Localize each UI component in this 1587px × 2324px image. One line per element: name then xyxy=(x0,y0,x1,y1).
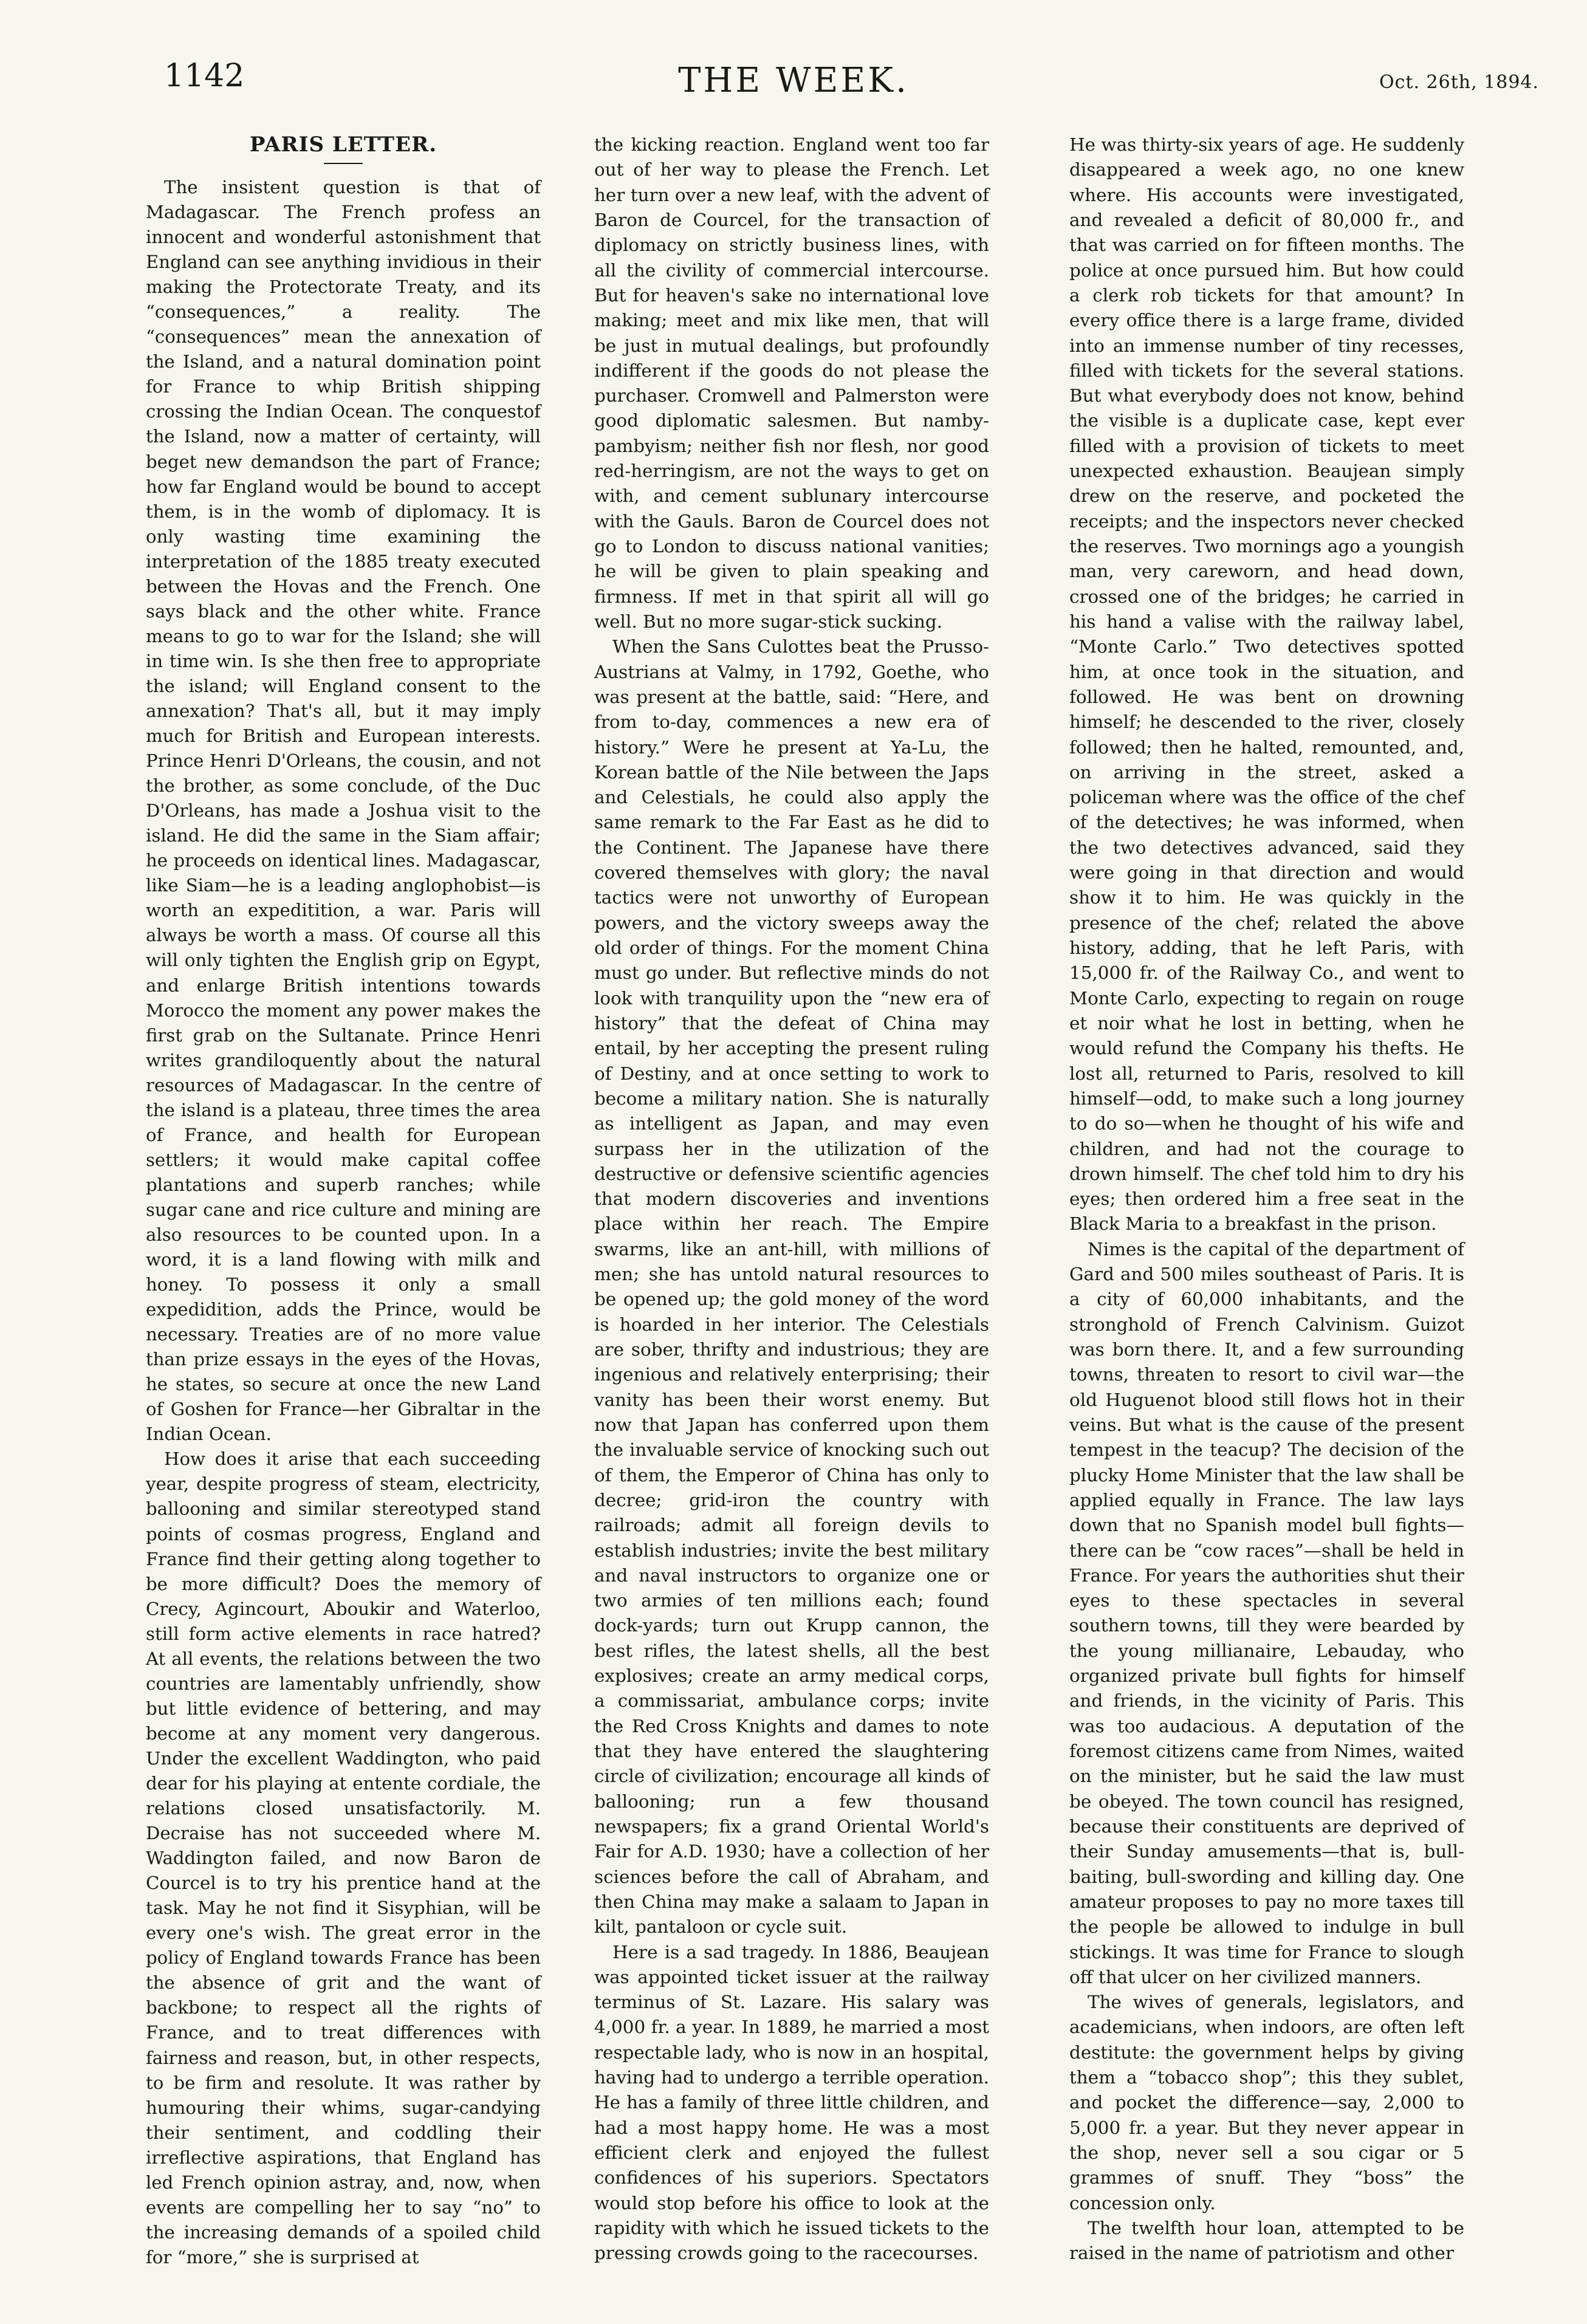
paragraph-tobacco-shop: The wives of generals, legislators, and academicians, when indoors, are often left destitute: the government helps by giving them a “tobacco shop”; this they sublet, and pocket the difference—say, 2,000 to 5,000 fr. a year. But they never appear in the shop, never sell a sou cigar or 5 grammes of snuff. They “boss” the concession only. xyxy=(1069,1992,1464,2213)
text-column-1 xyxy=(146,132,541,2270)
paragraph-beaujean-continued: He was thirty-six years of age. He suddenly disappeared a week ago, no one knew where. His accounts were investigated, and revealed a deficit of 80,000 fr., and that was carried on for fifteen months. The police at once pursued him. But how could a clerk rob tickets for that amount? In every office there is a large frame, divided into an immense number of tiny recesses, filled with tickets for the several stations. But what everybody does not know, behind the visible is a duplicate case, kept ever filled with a provision of tickets to meet unexpected exhaustion. Beaujean simply drew on the reserve, and pocketed the receipts; and the inspectors never checked the reserves. Two mornings ago a youngish man, very careworn, and head down, crossed one of the bridges; he carried in his hand a valise with the railway label, “Monte Carlo.” Two detectives spotted him, at once took in the situation, and followed. He was bent on drowning himself; he descended to the river, closely followed; then he halted, remounted, and, on arriving in the street, asked a policeman where was the office of the chef of the detectives; he was informed, when the two detectives advanced, said they were going in that direction and would show it to him. He was quickly in the presence of the chef; related the above history, adding, that he left Paris, with 15,000 fr. of the Railway Co., and went to Monte Carlo, expecting to regain on rouge et noir what he lost in betting, when he would refund the Company his thefts. He lost all, returned to Paris, resolved to kill himself—odd, to make such a long journey to do so—when he thought of his wife and children, and had not the courage to drown himself. The chef told him to dry his eyes; then ordered him a free seat in the Black Maria to a breakfast in the prison. xyxy=(1069,134,1464,1235)
journal-title: THE WEEK. xyxy=(678,61,909,100)
paragraph-china-japan: When the Sans Culottes beat the Prusso-Austrians at Valmy, in 1792, Goethe, who was present at the battle, said: “Here, and from to-day, commences a new era of history.” Were he present at Ya-Lu, the Korean battle of the Nile between the Japs and Celestials, he could also apply the same remark to the Far East as he did to the Continent. The Japanese have there covered themselves with glory; the naval tactics were not unworthy of European powers, and the victory sweeps away the old order of things. For the moment China must go under. But reflective minds do not look with tranquility upon the “new era of history” that the defeat of China may entail, by her accepting the present ruling of Destiny, and at once setting to work to become a military nation. She is naturally as intelligent as Japan, and may even surpass her in the utilization of the destructive or defensive scientific agencies that modern discoveries and inventions place within her reach. The Empire swarms, like an ant-hill, with millions of men; she has untold natural resources to be opened up; the gold money of the word is hoarded in her interior. The Celestials are sober, thrifty and industrious; they are ingenious and relatively enterprising; their vanity has been their worst enemy. But now that Japan has conferred upon them the invaluable service of knocking such out of them, the Emperor of China has only to decree; grid-iron the country with railroads; admit all foreign devils to establish industries; invite the best military and naval instructors to organize one or two armies of ten millions each; found dock-yards; turn out Krupp cannon, the best rifles, the latest shells, all the best explosives; create an army medical corps, a commissariat, ambulance corps; invite the Red Cross Knights and dames to note that they have entered the slaughtering circle of civilization; encourage all kinds of ballooning; run a few thousand newspapers; fix a grand Oriental World's Fair for A.D. 1930; have a collection of her sciences before the call of Abraham, and then China may make a salaam to Japan in kilt, pantaloon or cycle suit. xyxy=(594,636,989,1938)
paragraph-nimes: Nimes is the capital of the department of Gard and 500 miles southeast of Paris. It is a city of 60,000 inhabitants, and the stronghold of French Calvinism. Guizot was born there. It, and a few surrounding towns, threaten to resort to civil war—the old Huguenot blood still flows hot in their veins. But what is the cause of the present tempest in the teacup? The decision of the plucky Home Minister that the law shall be applied equally in France. The law lays down that no Spanish model bull fights—there can be “cow races”—shall be held in France. For years the authorities shut their eyes to these spectacles in several southern towns, till they were bearded by the young millianaire, Lebauday, who organized private bull fights for himself and friends, in the vicinity of Paris. This was too audacious. A deputation of the foremost citizens came from Nimes, waited on the minister, but he said the law must be obeyed. The town council has resigned, because their constituents are deprived of their Sunday amusements—that is, bull-baiting, bull-swording and killing day. One amateur proposes to pay no more taxes till the people be allowed to indulge in bull stickings. It was time for France to slough off that ulcer on her civilized manners. xyxy=(1069,1238,1464,1987)
paragraph-madagascar: The insistent question is that of Madagascar. The French profess an innocent and wonderful astonishment that England can see anything invidious in their making the Protectorate Treaty, and its “consequences,” a reality. The “consequences” mean the annexation of the Island, and a natural domination point for France to whip British shipping crossing the Indian Ocean. The conquestof the Island, now a matter of certainty, will beget new demandson the part of France; how far England would be bound to accept them, is in the womb of diplomacy. It is only wasting time examining the interpretation of the 1885 treaty executed between the Hovas and the French. One says black and the other white. France means to go to war for the Island; she will in time win. Is she then free to appropriate the island; will England consent to the annexation? That's all, but it may imply much for British and European interests. Prince Henri D'Orleans, the cousin, and not the brother, as some conclude, of the Duc D'Orleans, has made a Joshua visit to the island. He did the same in the Siam affair; he proceeds on identical lines. Madagascar, like Siam—he is a leading anglophobist—is worth an expeditition, a war. Paris will always be worth a mass. Of course all this will only tighten the English grip on Egypt, and enlarge British intentions towards Morocco the moment any power makes the first grab on the Sultanate. Prince Henri writes grandiloquently about the natural resources of Madagascar. In the centre of the island is a plateau, three times the area of France, and health for European settlers; it would make capital coffee plantations and superb ranches; while sugar cane and rice culture and mining are also resources to be counted upon. In a word, it is a land flowing with milk and honey. To possess it only a small expedidition, adds the Prince, would be necessary. Treaties are of no more value than prize essays in the eyes of the Hovas, he states, so secure at once the new Land of Goshen for France—her Gibraltar in the Indian Ocean. xyxy=(146,177,541,1445)
issue-date: Oct. 26th, 1894. xyxy=(1379,72,1540,93)
paragraph-continued: the kicking reaction. England went too far out of her way to please the French. Let her turn over a new leaf, with the advent of Baron de Courcel, for the transaction of diplomacy on strictly business lines, with all the civility of commercial intercourse. But for heaven's sake no international love making; meet and mix like men, that will be just in mutual dealings, but profoundly indifferent if the goods do not please the purchaser. Cromwell and Palmerston were good diplomatic salesmen. But namby-pambyism; neither fish nor flesh, nor good red-herringism, are not the ways to get on with, and cement sublunary intercourse with the Gauls. Baron de Courcel does not go to London to discuss national vanities; he will be given to plain speaking and firmness. If met in that spirit all will go well. But no more sugar-stick sucking. xyxy=(594,134,989,632)
paragraph-beaujean: Here is a sad tragedy. In 1886, Beaujean was appointed ticket issuer at the railway terminus of St. Lazare. His salary was 4,000 fr. a year. In 1889, he married a most respectable lady, who is now in an hospital, having had to undergo a terrible operation. He has a family of three little children, and had a most happy home. He was a most efficient clerk and enjoyed the fullest confidences of his superiors. Spectators would stop before his office to look at the rapidity with which he issued tickets to the pressing crowds going to the racecourses. xyxy=(594,1941,989,2264)
paragraph-loan: The twelfth hour loan, attempted to be raised in the name of patriotism and other xyxy=(1069,2217,1464,2264)
text-column-2 xyxy=(594,132,989,2266)
paragraph-relations: How does it arise that each succeeding year, despite progress of steam, electricity, ballooning and similar stereotyped stand points of cosmas progress, England and France find their getting along together to be more difficult? Does the memory of Crecy, Agincourt, Aboukir and Waterloo, still form active elements in race hatred? At all events, the relations between the two countries are lamentably unfriendly, show but little evidence of bettering, and may become at any moment very dangerous. Under the excellent Waddington, who paid dear for his playing at entente cordiale, the relations closed unsatisfactorily. M. Decraise has not succeeded where M. Waddington failed, and now Baron de Courcel is to try his prentice hand at the task. May he not find it Sisyphian, will be every one's wish. The great error in the policy of England towards France has been the absence of grit and the want of backbone; to respect all the rights of France, and to treat differences with fairness and reason, but, in other respects, to be firm and resolute. It was rather by humouring their whims, sugar-candying their sentiment, and coddling their irreflective aspirations, that England has led French opinion astray, and, now, when events are compelling her to say “no” to the increasing demands of a spoiled child for “more,” she is surprised at xyxy=(146,1448,541,2267)
page-number: 1142 xyxy=(164,58,245,94)
page-header xyxy=(0,0,1587,115)
article-title: PARIS LETTER. xyxy=(249,132,437,157)
title-rule xyxy=(324,163,363,164)
text-column-3 xyxy=(1069,132,1464,2266)
